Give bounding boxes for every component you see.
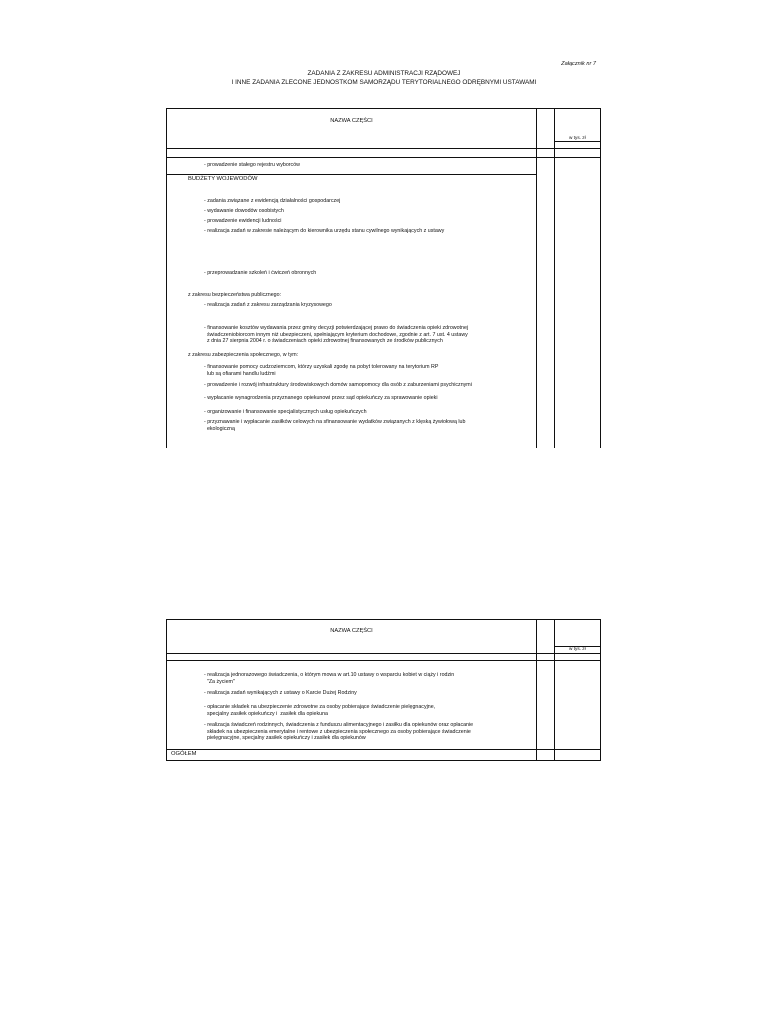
row-divider bbox=[167, 174, 536, 175]
row-divider bbox=[167, 749, 600, 750]
row-divider bbox=[554, 141, 600, 142]
column-divider bbox=[554, 620, 555, 760]
table-row: - finansowanie kosztów wydawania przez gminy decyzji potwierdzającej prawo do świadczenia opieki zdrowotnej świadczeniobiorcom innym niż ubezpieczeni, spełniającym kryterium dochodowe, zgodnie z art. 7 ust. 4 ustawy z dnia 27 sierpnia 2004 r. o świadczeniach opieki zdrowotnej finansowanych ze środków publicznych bbox=[204, 325, 469, 345]
section-heading: BUDŻETY WOJEWODÓW bbox=[188, 176, 258, 182]
column-divider bbox=[536, 109, 537, 448]
row-divider bbox=[167, 148, 600, 149]
column-divider bbox=[554, 109, 555, 448]
part-name-header: NAZWA CZĘŚCI bbox=[330, 628, 373, 634]
table-row: - realizacja świadczeń rodzinnych, świadczenia z funduszu alimentacyjnego i zasiłku dla opiekunów oraz opłacanie składek na ubezpieczenia emerytalne i rentowe z ubezpieczenia społecznego za osoby pobierające świadczenie pielęgnacyjne, specjalny zasiłek opiekuńczy i zasiłek dla opiekunów bbox=[204, 722, 474, 742]
table-row: - wypłacanie wynagrodzenia przyznanego opiekunowi przez sąd opiekuńczy za sprawowanie opieki bbox=[204, 395, 438, 401]
table-row: - prowadzenie i rozwój infrastruktury środowiskowych domów samopomocy dla osób z zaburzeniami psychicznymi bbox=[204, 382, 472, 388]
tasks-table-2 bbox=[166, 619, 601, 761]
section-heading: z zakresu zabezpieczenia społecznego, w tym: bbox=[188, 352, 299, 358]
row-divider bbox=[167, 660, 600, 661]
column-divider bbox=[536, 620, 537, 760]
tasks-table-1 bbox=[166, 108, 601, 448]
table-row: - opłacanie składek na ubezpieczenie zdrowotne za osoby pobierające świadczenie pielęgnacyjne, specjalny zasiłek opiekuńczy i zasiłek dla opiekuna bbox=[204, 704, 436, 717]
table-row: - finansowanie pomocy cudzoziemcom, którzy uzyskali zgodę na pobyt tolerowany na terytorium RP lub są ofiarami handlu ludźmi bbox=[204, 364, 439, 377]
section-heading: z zakresu bezpieczeństwa publicznego: bbox=[188, 292, 282, 298]
table-row: - realizacja zadań z zakresu zarządzania kryzysowego bbox=[204, 302, 332, 308]
table-row: - realizacja zadań w zakresie należącym do kierownika urzędu stanu cywilnego wynikających z ustawy bbox=[204, 228, 445, 234]
table-row: - realizacja jednorazowego świadczenia, o którym mowa w art.10 ustawy o wsparciu kobiet w ciąży i rodzin "Za życiem" bbox=[204, 672, 455, 685]
annex-label: Załącznik nr 7 bbox=[561, 61, 596, 67]
table-row: - realizacja zadań wynikających z ustawy o Karcie Dużej Rodziny bbox=[204, 690, 357, 696]
document-title-line-1: ZADANIA Z ZAKRESU ADMINISTRACJI RZĄDOWEJ bbox=[307, 70, 461, 77]
table-row: - przeprowadzanie szkoleń i ćwiczeń obronnych bbox=[204, 270, 317, 276]
table-row: - prowadzenie ewidencji ludności bbox=[204, 218, 282, 224]
unit-label: w tys. zł bbox=[569, 646, 586, 651]
table-row: - wydawanie dowodów osobistych bbox=[204, 208, 284, 214]
unit-label: w tys. zł bbox=[569, 135, 586, 140]
row-divider bbox=[167, 157, 600, 158]
table-row: - organizowanie i finansowanie specjalistycznych usług opiekuńczych bbox=[204, 409, 367, 415]
row-divider bbox=[167, 653, 600, 654]
table-row: - przyznawanie i wypłacanie zasiłków celowych na sfinansowanie wydatków związanych z klęską żywiołową lub ekologiczną bbox=[204, 419, 466, 432]
document-title-line-2: I INNE ZADANIA ZLECONE JEDNOSTKOM SAMORZĄDU TERYTORIALNEGO ODRĘBNYMI USTAWAMI bbox=[231, 79, 537, 86]
table-row: - prowadzenie stałego rejestru wyborców bbox=[204, 162, 300, 168]
table-row: - zadania związane z ewidencją działalności gospodarczej bbox=[204, 198, 341, 204]
part-name-header: NAZWA CZĘŚCI bbox=[330, 118, 373, 124]
total-label: OGÓŁEM bbox=[171, 751, 197, 757]
